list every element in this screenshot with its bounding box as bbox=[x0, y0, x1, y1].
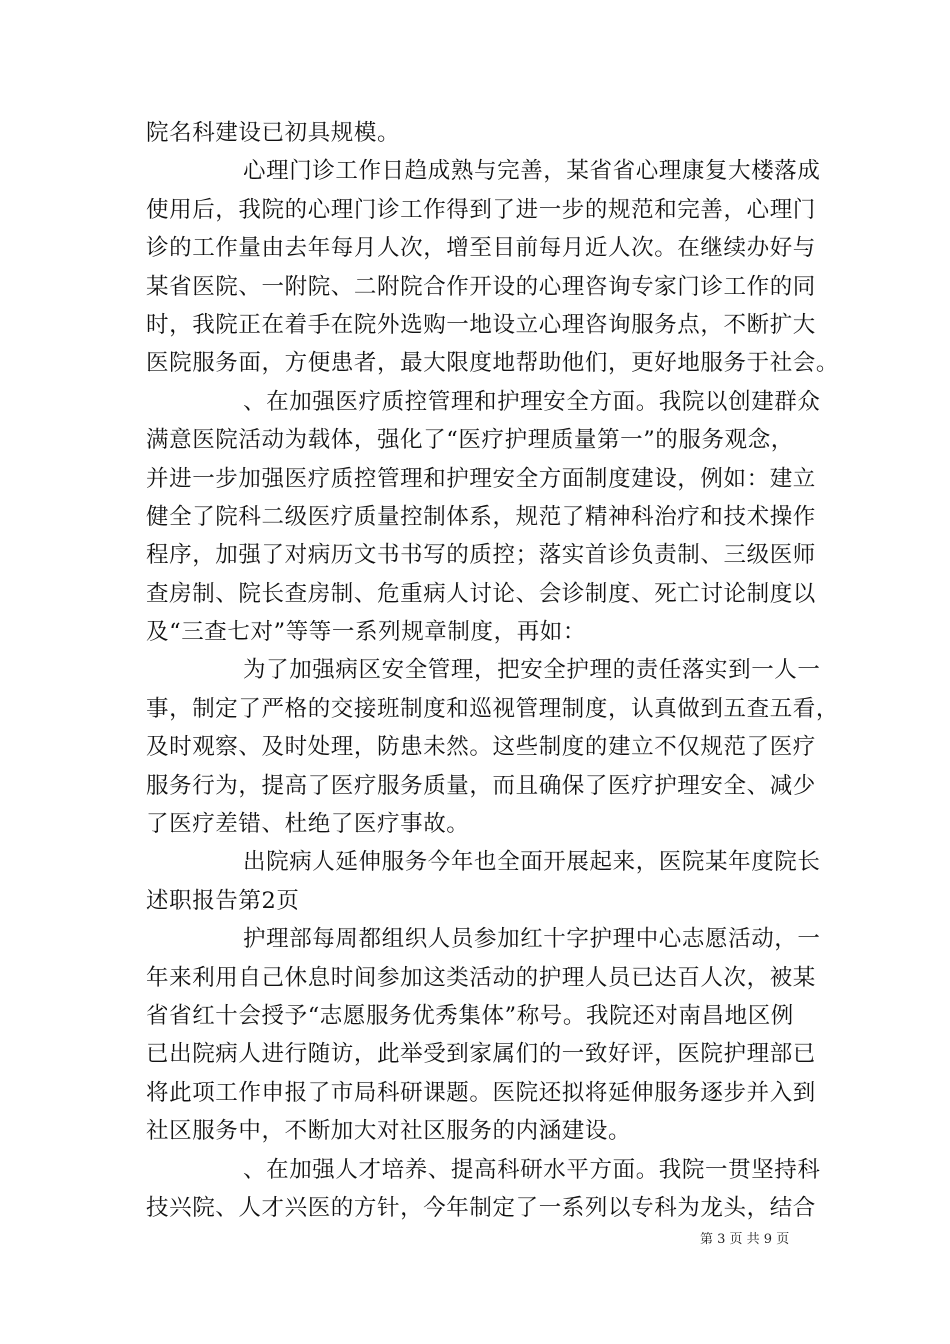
text-line: 为了加强病区安全管理，把安全护理的责任落实到一人一 bbox=[243, 657, 821, 684]
text-line: 满意医院活动为载体，强化了“医疗护理质量第一”的服务观念， bbox=[146, 427, 794, 454]
text-line: 省省红十会授予“志愿服务优秀集体”称号。我院还对南昌地区例 bbox=[146, 1002, 794, 1029]
text-line: 查房制、院长查房制、危重病人讨论、会诊制度、死亡讨论制度以 bbox=[146, 580, 816, 607]
text-line: 及“三查七对”等等一系列规章制度，再如： bbox=[146, 619, 587, 646]
text-line: 心理门诊工作日趋成熟与完善，某省省心理康复大楼落成 bbox=[243, 158, 821, 185]
text-line: 护理部每周都组织人员参加红十字护理中心志愿活动，一 bbox=[243, 926, 821, 953]
text-line: 述职报告第2页 bbox=[146, 887, 300, 914]
text-line: 健全了院科二级医疗质量控制体系，规范了精神科治疗和技术操作 bbox=[146, 503, 816, 530]
text-line: 医院服务面，方便患者，最大限度地帮助他们，更好地服务于社会。 bbox=[146, 350, 840, 377]
text-line: 、在加强医疗质控管理和护理安全方面。我院以创建群众 bbox=[243, 388, 821, 415]
text-line: 社区服务中，不断加大对社区服务的内涵建设。 bbox=[146, 1118, 632, 1145]
text-line: 了医疗差错、杜绝了医疗事故。 bbox=[146, 811, 470, 838]
text-line: 、在加强人才培养、提高科研水平方面。我院一贯坚持科 bbox=[243, 1156, 821, 1183]
text-line: 使用后，我院的心理门诊工作得到了进一步的规范和完善，心理门 bbox=[146, 196, 816, 223]
text-line: 事，制定了严格的交接班制度和巡视管理制度，认真做到五查五看， bbox=[146, 695, 840, 722]
text-line: 服务行为，提高了医疗服务质量，而且确保了医疗护理安全、减少 bbox=[146, 772, 816, 799]
text-line: 出院病人延伸服务今年也全面开展起来，医院某年度院长 bbox=[243, 849, 821, 876]
text-line: 某省医院、一附院、二附院合作开设的心理咨询专家门诊工作的同 bbox=[146, 273, 816, 300]
text-line: 诊的工作量由去年每月人次，增至目前每月近人次。在继续办好与 bbox=[146, 235, 816, 262]
text-line: 年来利用自己休息时间参加这类活动的护理人员已达百人次，被某 bbox=[146, 964, 816, 991]
text-line: 将此项工作申报了市局科研课题。医院还拟将延伸服务逐步并入到 bbox=[146, 1079, 816, 1106]
text-line: 院名科建设已初具规模。 bbox=[146, 120, 401, 146]
page-number-footer: 第 3 页 共 9 页 bbox=[700, 1232, 790, 1247]
text-line: 及时观察、及时处理，防患未然。这些制度的建立不仅规范了医疗 bbox=[146, 734, 816, 761]
document-body bbox=[146, 114, 840, 1227]
text-line: 并进一步加强医疗质控管理和护理安全方面制度建设，例如：建立 bbox=[146, 465, 816, 492]
text-line: 程序，加强了对病历文书书写的质控；落实首诊负责制、三级医师 bbox=[146, 542, 816, 569]
text-line: 时，我院正在着手在院外选购一地设立心理咨询服务点，不断扩大 bbox=[146, 311, 816, 338]
text-line: 已出院病人进行随访，此举受到家属们的一致好评，医院护理部已 bbox=[146, 1041, 816, 1068]
text-line: 技兴院、人才兴医的方针，今年制定了一系列以专科为龙头，结合 bbox=[146, 1194, 816, 1221]
